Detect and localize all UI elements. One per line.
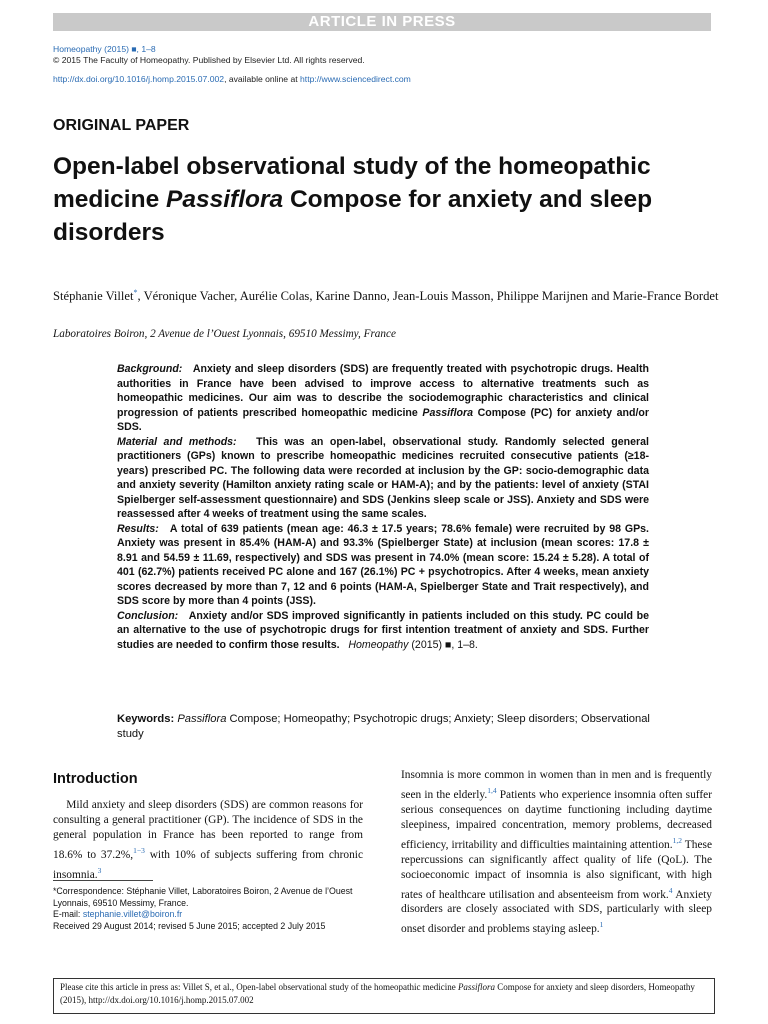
section-label: ORIGINAL PAPER [53, 117, 190, 134]
copyright-line: © 2015 The Faculty of Homeopathy. Published by Elsevier Ltd. All rights reserved. [53, 55, 365, 65]
ref-link[interactable]: 1,4 [487, 786, 497, 795]
abstract [117, 362, 649, 652]
email-link[interactable]: stephanie.villet@boiron.fr [82, 909, 183, 920]
doi-link[interactable]: http://dx.doi.org/10.1016/j.homp.2015.07.002 [53, 74, 225, 84]
keywords: Keywords: Passiflora Compose; Homeopathy; Psychotropic drugs; Anxiety; Sleep disorders; Observational study [117, 713, 650, 740]
article-in-press-banner: ARTICLE IN PRESS [53, 13, 711, 31]
doi-line: http://dx.doi.org/10.1016/j.homp.2015.07.002, available online at http://www.sciencedirect.com [53, 74, 411, 84]
ref-link[interactable]: 1−3 [133, 846, 145, 855]
journal-citation [53, 44, 713, 55]
correspondence-note: *Correspondence: Stéphanie Villet, Laboratoires Boiron, 2 Avenue de l’Ouest Lyonnais, 69510 Messimy, France. [53, 886, 353, 908]
ref-link[interactable]: 3 [97, 865, 102, 875]
introduction-left-paragraph: Mild anxiety and sleep disorders (SDS) are common reasons for consulting a general practitioner (GP). The incidence of SDS in the general population in France has been reported to range from 18.6% to 37.2%,$^{1-3}$ with 10% of subjects suffering from chronic insomnia.$^3$ [53, 799, 364, 881]
introduction-right-paragraph: Insomnia is more common in women than in men and is frequently seen in the elderly.$^{1,4}$ Patients who experience insomnia often suffer serious consequences on daytime functioning including daytime sleepiness, impaired concentration, memory problems, decreased efficiency, irritability and difficulties maintaining attention.$^{1,2}$ These repercussions can significantly affect quality of life (QoL). The socioeconomic impact of insomnia is also significant, with high rates of healthcare utilisation and absenteeism from work.$^4$ Anxiety disorders are closely associated with SDS, particularly with sleep onset disorder and problems staying asleep.$^1$ [401, 769, 712, 936]
ref-link[interactable]: 1,2 [672, 835, 682, 845]
abstract-conclusion: Conclusion: Anxiety and/or SDS improved significantly in patients included on this study. PC could be an alternative to the use of psychotropic drugs for first intention treatment of anxiety and SDS. Further studies are needed to confirm those results. Homeopathy (2015) ■, 1–8. [117, 609, 649, 651]
citation-box: Please cite this article in press as: Villet S, et al., Open-label observational study of the homeopathic medicine Passiflora Compose for anxiety and sleep disorders, Homeopathy (2015), http://dx.doi.org/10.1016/j.homp.2015.07.002 [53, 978, 715, 1014]
ref-link[interactable]: 1 [599, 920, 604, 930]
abstract-results: Results: A total of 639 patients (mean age: 46.3 ± 17.5 years; 78.6% female) were recruited by 98 GPs. Anxiety was present in 85.4% (HAM-A) and 93.3% (Spielberger State) at inclusion (mean scores: 17.8 ± 8.91 and 54.59 ± 11.69, respectively) and SDS was present in 74.0% (mean score: 15.24 ± 5.28). A total of 401 (62.7%) patients received PC alone and 167 (26.1%) PC + psychotropics. After 4 weeks, mean anxiety scores decreased by more than 7, 12 and 6 points (HAM-A, Spielberger State and Trait respectively), and SDS score by more than 4 points (JSS). [117, 522, 649, 607]
paper-title: Open-label observational study of the homeopathic medicine Passiflora Compose for anxiety and sleep disorders [53, 153, 653, 246]
affiliation: Laboratoires Boiron, 2 Avenue de l’Ouest Lyonnais, 69510 Messimy, France [53, 328, 396, 340]
journal-citation-link[interactable]: Homeopathy (2015) ■, 1–8 [53, 44, 156, 54]
ref-link[interactable]: 4 [668, 885, 673, 895]
correspondence-marker[interactable]: * [133, 288, 138, 297]
received-dates: Received 29 August 2014; revised 5 June 2015; accepted 2 July 2015 [53, 920, 326, 931]
introduction-heading: Introduction [53, 771, 138, 787]
footnotes [53, 886, 365, 932]
abstract-background: Background: Anxiety and sleep disorders (SDS) are frequently treated with psychotropic drugs. Health authorities in France have been advised to improve access to alternative treatments such as homeopathic medicines. Our aim was to describe the sociodemographic characteristics and clinical progression of patients prescribed homeopathic medicine Passiflora Compose (PC) for anxiety and/or SDS. [117, 363, 650, 433]
footnote-divider [53, 880, 153, 881]
sciencedirect-link[interactable]: http://www.sciencedirect.com [300, 74, 411, 84]
abstract-methods: Material and methods: This was an open-label, observational study. Randomly selected general practitioners (GPs) known to prescribe homeopathic medicines recruited consecutive patients (≥18-years) prescribed PC. The following data were recorded at inclusion by the GP: socio-demographic data and anxiety severity (Hamilton anxiety rating scale or HAM-A); and by the patients: level of anxiety (STAI Spielberger self-assessment questionnaire) and SDS (Jenkins sleep scale or JSS). Anxiety and SDS were reassessed after 4 weeks of treatment using the same scales. [117, 435, 649, 520]
author-list: Stéphanie Villet*, Véronique Vacher, Aurélie Colas, Karine Danno, Jean-Louis Masson, Philippe Marijnen and Marie-France Bordet [53, 288, 719, 304]
email-line: E-mail: stephanie.villet@boiron.fr [53, 909, 183, 920]
